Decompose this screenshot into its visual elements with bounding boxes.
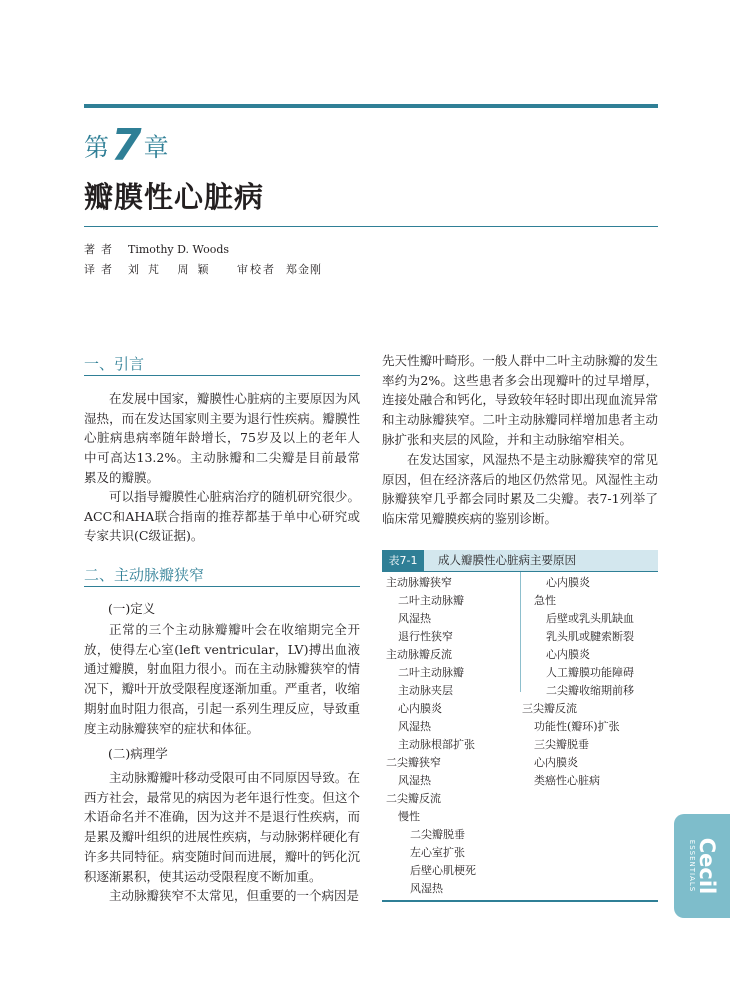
table-header	[382, 550, 658, 571]
table-entry: 人工瓣膜功能障碍	[546, 666, 634, 679]
cecil-essentials-tab	[674, 814, 730, 918]
table-entry: 功能性(瓣环)扩张	[534, 720, 620, 733]
table-entry: 二尖瓣脱垂	[410, 828, 465, 841]
table-entry: 心内膜炎	[546, 576, 590, 589]
section-heading-aortic-stenosis: 二、主动脉瓣狭窄	[84, 566, 205, 584]
table-entry: 二叶主动脉瓣	[398, 594, 464, 607]
table-right-column	[522, 574, 656, 790]
reviewer-label: 审校者	[237, 263, 276, 276]
table-entry: 主动脉瓣狭窄	[386, 576, 452, 589]
table-entry: 后壁或乳头肌缺血	[546, 612, 634, 625]
table-entry: 风湿热	[398, 720, 431, 733]
table-entry: 左心室扩张	[410, 846, 465, 859]
causes-table	[382, 550, 658, 902]
table-entry: 二叶主动脉瓣	[398, 666, 464, 679]
author-line	[84, 241, 229, 257]
table-entry: 主动脉瓣反流	[386, 648, 452, 661]
table-entry: 二尖瓣收缩期前移	[546, 684, 634, 697]
subheading-definition: (一)定义	[108, 601, 156, 616]
translator-label: 译者	[84, 263, 118, 276]
chapter-title: 瓣膜性心脏病	[84, 180, 265, 214]
table-entry: 心内膜炎	[534, 756, 578, 769]
author-name: Timothy D. Woods	[128, 243, 230, 256]
title-rule	[84, 226, 658, 227]
paragraph-rheumatic: 在发达国家，风湿热不是主动脉瓣狭窄的常见原因，但在经济落后的地区仍然常见。风湿性主动脉瓣狭窄几乎都会同时累及二尖瓣。表7-1列举了临床常见瓣膜疾病的鉴别诊断。	[382, 452, 658, 527]
table-title: 成人瓣膜性心脏病主要原因	[438, 553, 576, 567]
paragraph-congenital: 先天性瓣叶畸形。一般人群中二叶主动脉瓣的发生率约为2%。这些患者多会出现瓣叶的过早增厚，连接处融合和钙化，导致较年轻时即出现血流异常和主动脉瓣狭窄。二叶主动脉瓣同样增加患者主动脉扩张和夹层的风险，并和主动脉缩窄相关。	[382, 353, 658, 447]
chapter-label	[84, 120, 169, 171]
section-rule-intro	[84, 375, 360, 376]
paragraph-pathology: 主动脉瓣瓣叶移动受限可由不同原因导致。在西方社会，最常见的病因为老年退行性变。但这个术语命名并不准确，因为这并不是退行性疾病，而是累及瓣叶组织的进展性疾病，与动脉粥样硬化有许多共同特征。病变随时间而进展，瓣叶的钙化沉积逐渐累积，使其运动受限程度不断加重。	[84, 770, 360, 884]
top-rule	[84, 104, 658, 108]
cecil-brand: Cecil	[695, 837, 719, 895]
subheading-pathology: (二)病理学	[108, 746, 168, 761]
table-entry: 三尖瓣脱垂	[534, 738, 589, 751]
table-entry: 后壁心肌梗死	[410, 864, 476, 877]
translator-name-1: 刘芃	[128, 263, 168, 276]
table-entry: 三尖瓣反流	[522, 702, 577, 715]
author-label: 著者	[84, 243, 118, 256]
chapter-number: 7	[111, 120, 142, 171]
table-entry: 退行性狭窄	[398, 630, 453, 643]
section-rule-aortic-stenosis	[84, 586, 360, 587]
reviewer-name: 郑金刚	[286, 263, 322, 276]
table-entry: 急性	[534, 594, 556, 607]
translator-line	[84, 261, 322, 277]
table-entry: 风湿热	[398, 612, 431, 625]
table-entry: 主动脉根部扩张	[398, 738, 475, 751]
table-bottom-rule	[382, 900, 658, 902]
section-heading-intro: 一、引言	[84, 355, 145, 373]
table-entry: 风湿热	[410, 882, 443, 895]
table-entry: 类癌性心脏病	[534, 774, 600, 787]
paragraph-intro-2: 可以指导瓣膜性心脏病治疗的随机研究很少。ACC和AHA联合指南的推荐都基于单中心研究或专家共识(C级证据)。	[84, 489, 360, 544]
paragraph-definition: 正常的三个主动脉瓣瓣叶会在收缩期完全开放，使得左心室(left ventricular，LV)搏出血液通过瓣膜，射血阻力很小。而在主动脉瓣狭窄的情况下，瓣叶开放受限程度逐渐加重。严重者，收缩期射血时阻力很高，引起一系列生理反应，导致重度主动脉瓣狭窄的症状和体征。	[84, 622, 360, 736]
table-entry: 心内膜炎	[398, 702, 442, 715]
chapter-word-suffix: 章	[143, 133, 169, 162]
translator-name-2: 周颖	[177, 263, 218, 276]
table-entry: 慢性	[398, 810, 420, 823]
table-left-column	[386, 574, 518, 898]
table-entry: 主动脉夹层	[398, 684, 453, 697]
table-entry: 二尖瓣反流	[386, 792, 441, 805]
table-column-separator	[520, 572, 521, 692]
cecil-sub: ESSENTIALS	[688, 839, 696, 893]
table-number: 表7-1	[382, 550, 424, 571]
chapter-word-prefix: 第	[84, 133, 110, 162]
paragraph-pathology-continued: 主动脉瓣狭窄不太常见，但重要的一个病因是	[109, 888, 360, 903]
table-entry: 乳头肌或腱索断裂	[546, 630, 634, 643]
table-entry: 二尖瓣狭窄	[386, 756, 441, 769]
table-entry: 心内膜炎	[546, 648, 590, 661]
table-entry: 风湿热	[398, 774, 431, 787]
paragraph-intro-1: 在发展中国家，瓣膜性心脏病的主要原因为风湿热，而在发达国家则主要为退行性疾病。瓣膜性心脏病患病率随年龄增长，75岁及以上的老年人中可高达13.2%。主动脉瓣和二尖瓣是目前最常累及的瓣膜。	[84, 391, 360, 485]
cecil-logo-text	[687, 838, 717, 895]
